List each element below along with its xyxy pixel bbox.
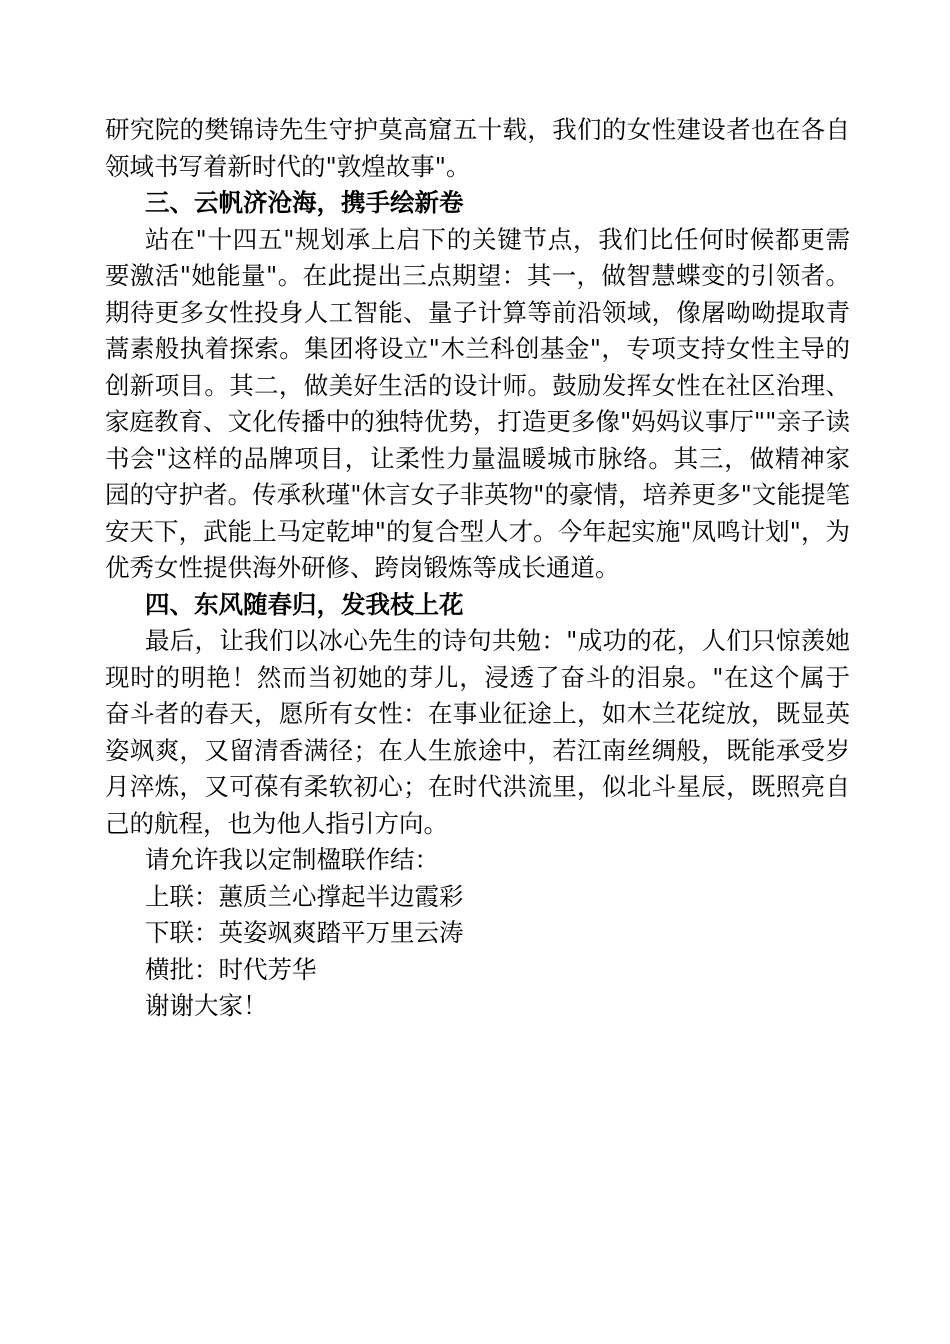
couplet-intro: 请允许我以定制楹联作结： bbox=[145, 845, 439, 874]
section-heading-4: 四、东风随春归，发我枝上花 bbox=[145, 589, 464, 619]
couplet-lower: 下联：英姿飒爽踏平万里云涛 bbox=[145, 918, 464, 947]
thanks-line: 谢谢大家！ bbox=[145, 991, 268, 1020]
section-heading-3: 三、云帆济沧海，携手绘新卷 bbox=[145, 188, 464, 217]
couplet-upper: 上联：蕙质兰心撑起半边霞彩 bbox=[145, 881, 464, 911]
document-page bbox=[105, 112, 850, 1025]
paragraph-closing: 最后，让我们以冰心先生的诗句共勉："成功的花，人们只惊羡她现时的明艳！然而当初她的芽儿，浸透了奋斗的泪泉。"在这个属于奋斗者的春天，愿所有女性：在事业征途上，如木兰花绽放，既显英姿飒爽，又留清香满径；在人生旅途中，若江南丝绸般，既能承受岁月淬炼，又可葆有柔软初心；在时代洪流里，似北斗星辰，既照亮自己的航程，也为他人指引方向。 bbox=[105, 626, 850, 838]
couplet-horizontal: 横批：时代芳华 bbox=[145, 954, 317, 984]
paragraph-expectations: 站在"十四五"规划承上启下的关键节点，我们比任何时候都更需要激活"她能量"。在此提出三点期望：其一，做智慧蝶变的引领者。期待更多女性投身人工智能、量子计算等前沿领域，像屠呦呦提取青蒿素般执着探索。集团将设立"木兰科创基金"，专项支持女性主导的创新项目。其二，做美好生活的设计师。鼓励发挥女性在社区治理、家庭教育、文化传播中的独特优势，打造更多像"妈妈议事厅""亲子读书会"这样的品牌项目，让柔性力量温暖城市脉络。其三，做精神家园的守护者。传承秋瑾"休言女子非英物"的豪情，培养更多"文能提笔安天下，武能上马定乾坤"的复合型人才。今年起实施"凤鸣计划"，为优秀女性提供海外研修、跨岗锻炼等成长通道。 bbox=[105, 224, 850, 582]
paragraph-dunhuang: 研究院的樊锦诗先生守护莫高窟五十载，我们的女性建设者也在各自领域书写着新时代的"敦煌故事"。 bbox=[105, 115, 850, 181]
